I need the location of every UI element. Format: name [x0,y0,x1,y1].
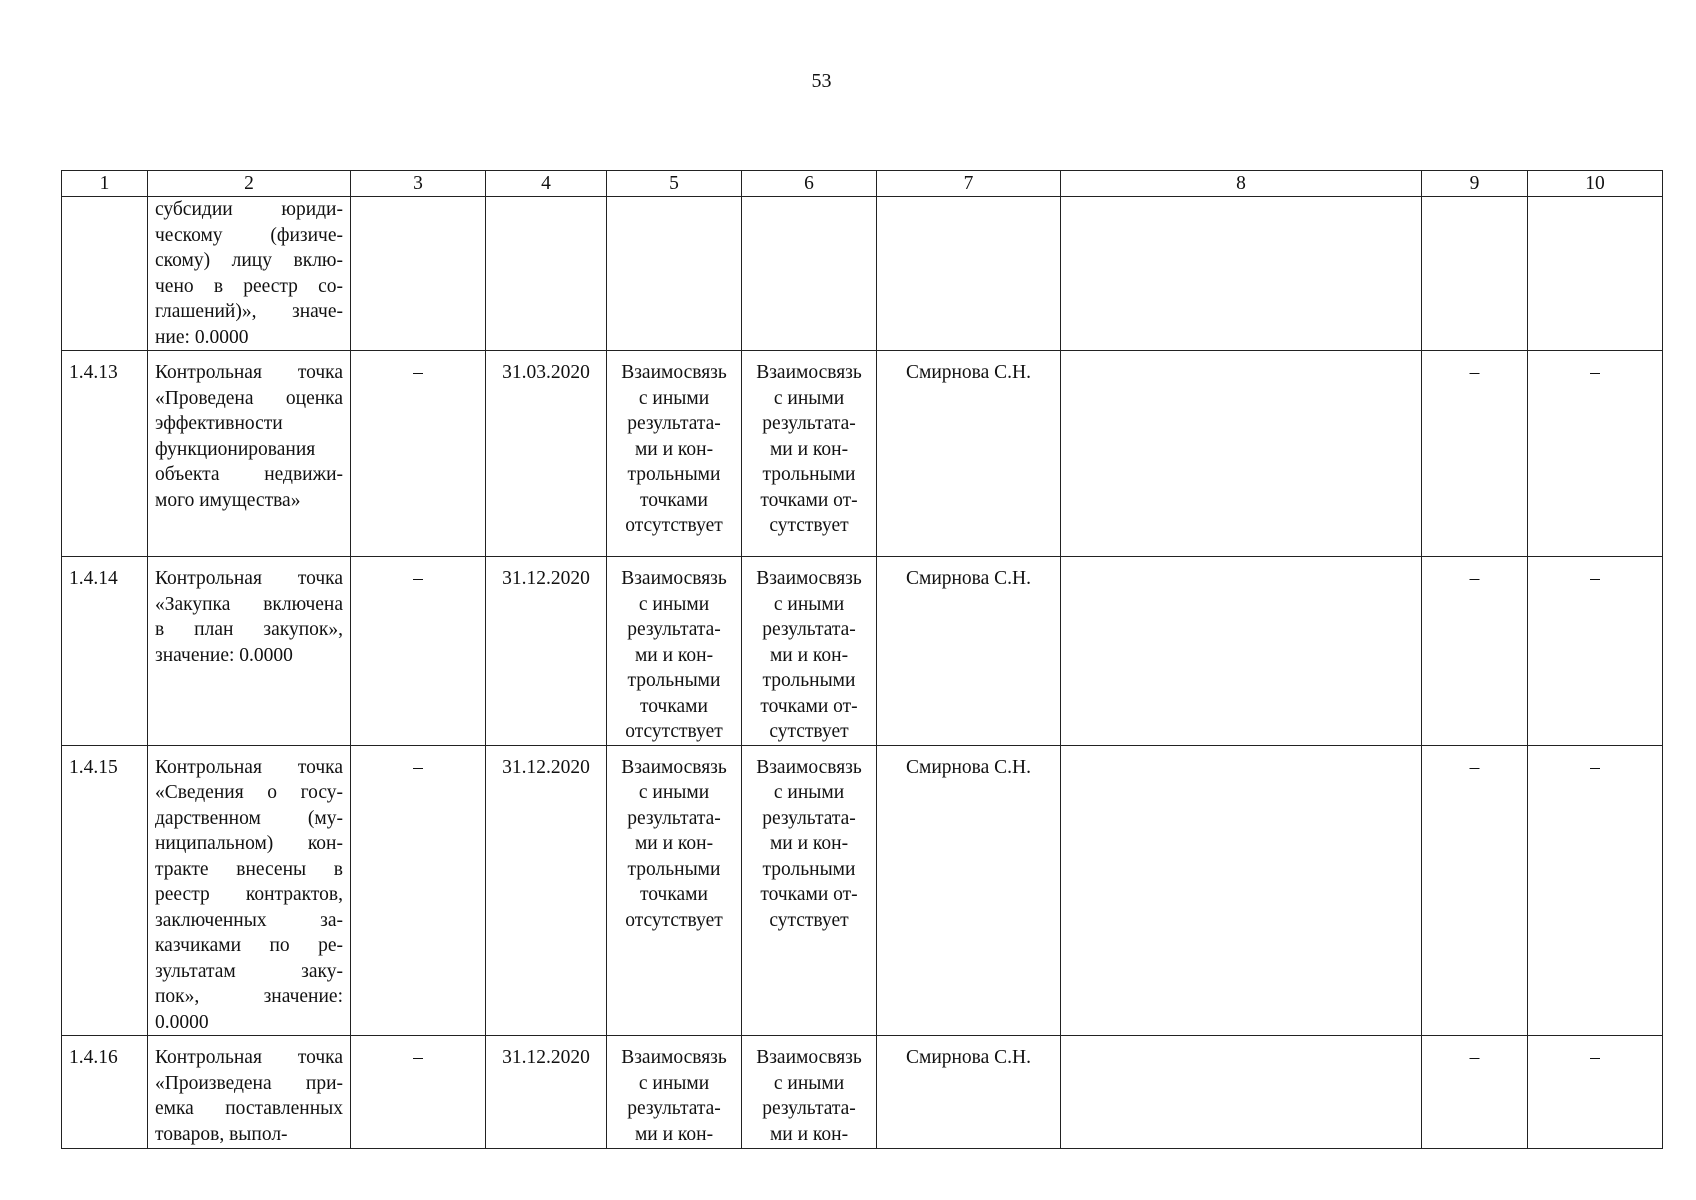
col9-cell: – [1422,351,1528,557]
relation-line: Взаимосвязь [756,1047,862,1068]
table-row [62,351,1663,557]
row-number-cell [62,197,148,351]
col9-cell: – [1422,745,1528,1036]
row-number-cell: 1.4.14 [62,557,148,746]
relation-points-cell [742,557,877,746]
row-number-cell: 1.4.15 [62,745,148,1036]
relation-line: трольными [627,464,721,485]
relation-line: отсутствует [625,909,723,931]
description-cell [148,745,351,1036]
col10-cell: – [1528,351,1663,557]
description-line: глашений)», значе- [155,301,343,322]
relation-results-cell [607,557,742,746]
relation-line: трольными [627,858,721,880]
description-line: казчиками по ре- [155,935,343,956]
col-header-8: 8 [1061,171,1422,197]
relation-line: отсутствует [625,721,723,742]
description-line: «Произведена при- [155,1072,343,1094]
description-line: «Сведения о госу- [155,782,343,803]
description-line: эффективности [155,413,283,434]
responsible-cell: Смирнова С.Н. [877,557,1061,746]
col-header-5: 5 [607,171,742,197]
relation-results-cell [607,351,742,557]
relation-line: с иными [773,593,845,615]
plan-table [61,170,1663,1149]
relation-line: результата- [627,619,721,640]
description-line: заключенных за- [155,909,343,931]
col-header-3: 3 [351,171,486,197]
relation-line: результата- [627,1098,721,1119]
description-cell [148,1036,351,1149]
relation-line: ми и кон- [769,438,849,460]
responsible-cell: Смирнова С.Н. [877,1036,1061,1149]
relation-line: результата- [762,807,856,829]
description-line: скому) лицу вклю- [155,250,343,271]
relation-line: Взаимосвязь [621,756,727,778]
relation-line: с иными [773,782,845,803]
col-header-7: 7 [877,171,1061,197]
description-line: дарственном (му- [155,807,343,829]
relation-results-cell [607,197,742,351]
relation-line: результата- [627,413,721,434]
relation-line: Взаимосвязь [756,756,862,778]
date-cell: 31.03.2020 [486,351,607,557]
table-row [62,557,1663,746]
col3-cell: – [351,745,486,1036]
description-line: Контрольная точка [155,568,343,589]
description-line: тракте внесены в [155,858,343,880]
page-number: 53 [811,70,832,92]
description-line: функционирования [155,438,316,460]
relation-line: отсутствует [625,515,723,536]
description-line: товаров, выпол- [155,1123,288,1145]
description-line: реестр контрактов, [155,884,343,905]
description-line: Контрольная точка [155,1047,343,1068]
description-line: Контрольная точка [155,362,343,383]
relation-line: трольными [762,464,856,485]
date-cell: 31.12.2020 [486,1036,607,1149]
col-header-6: 6 [742,171,877,197]
description-line: «Проведена оценка [155,387,343,409]
relation-line: трольными [762,670,856,691]
col8-cell [1061,351,1422,557]
description-line: зультатам заку- [155,960,343,982]
description-line: ние: 0.0000 [155,326,249,348]
relation-line: ми и кон- [769,833,849,854]
relation-line: Взаимосвязь [756,362,862,383]
row-number-cell: 1.4.16 [62,1036,148,1149]
relation-line: результата- [762,619,856,640]
description-line: субсидии юриди- [155,199,343,220]
table-row [62,745,1663,1036]
description-line: объекта недвижи- [155,464,343,485]
relation-line: ми и кон- [634,1123,714,1145]
relation-line: сутствует [769,515,849,536]
description-line: чено в реестр со- [155,275,343,297]
col-header-4: 4 [486,171,607,197]
relation-points-cell [742,745,877,1036]
col8-cell [1061,557,1422,746]
relation-line: с иными [638,1072,710,1094]
relation-line: ми и кон- [634,833,714,854]
col9-cell [1422,197,1528,351]
relation-line: ми и кон- [769,1123,849,1145]
relation-points-cell [742,197,877,351]
relation-line: точками от- [760,884,858,905]
col8-cell [1061,1036,1422,1149]
col3-cell [351,197,486,351]
relation-line: Взаимосвязь [621,362,727,383]
description-line: ческому (физиче- [155,224,343,246]
description-line: 0.0000 [155,1011,209,1033]
date-cell: 31.12.2020 [486,745,607,1036]
relation-line: Взаимосвязь [621,568,727,589]
col3-cell: – [351,557,486,746]
responsible-cell: Смирнова С.Н. [877,745,1061,1036]
col-header-2: 2 [148,171,351,197]
relation-line: ми и кон- [634,438,714,460]
header-row [62,171,1663,197]
relation-points-cell [742,351,877,557]
relation-line: трольными [627,670,721,691]
relation-line: результата- [762,413,856,434]
relation-line: Взаимосвязь [756,568,862,589]
col-header-9: 9 [1422,171,1528,197]
relation-line: сутствует [769,909,849,931]
relation-line: сутствует [769,721,849,742]
relation-line: Взаимосвязь [621,1047,727,1068]
relation-line: ми и кон- [634,644,714,666]
description-cell [148,351,351,557]
relation-line: с иными [638,593,710,615]
table-row [62,197,1663,351]
relation-line: точками [640,489,708,511]
relation-line: результата- [627,807,721,829]
relation-line: результата- [762,1098,856,1119]
description-line: Контрольная точка [155,756,343,778]
relation-line: ми и кон- [769,644,849,666]
col10-cell: – [1528,1036,1663,1149]
relation-line: точками [640,884,708,905]
responsible-cell: Смирнова С.Н. [877,351,1061,557]
description-line: пок», значение: [155,986,343,1007]
description-line: емка поставленных [155,1098,343,1119]
relation-line: с иными [773,387,845,409]
description-line: ниципальном) кон- [155,833,343,854]
description-line: «Закупка включена [155,593,343,615]
relation-line: точками [640,695,708,717]
relation-line: точками от- [760,695,858,717]
col8-cell [1061,745,1422,1036]
col10-cell: – [1528,745,1663,1036]
table-row [62,1036,1663,1149]
col3-cell: – [351,351,486,557]
relation-points-cell [742,1036,877,1149]
description-line: значение: 0.0000 [155,644,293,666]
row-number-cell: 1.4.13 [62,351,148,557]
relation-line: точками от- [760,489,858,511]
relation-line: трольными [762,858,856,880]
description-cell [148,197,351,351]
col10-cell: – [1528,557,1663,746]
col3-cell: – [351,1036,486,1149]
relation-line: с иными [638,387,710,409]
col9-cell: – [1422,557,1528,746]
responsible-cell [877,197,1061,351]
date-cell [486,197,607,351]
col10-cell [1528,197,1663,351]
col-header-1: 1 [62,171,148,197]
col9-cell: – [1422,1036,1528,1149]
relation-line: с иными [638,782,710,803]
relation-line: с иными [773,1072,845,1094]
description-line: мого имущества» [155,489,301,511]
col8-cell [1061,197,1422,351]
col-header-10: 10 [1528,171,1663,197]
relation-results-cell [607,1036,742,1149]
description-line: в план закупок», [155,619,343,640]
relation-results-cell [607,745,742,1036]
description-cell [148,557,351,746]
date-cell: 31.12.2020 [486,557,607,746]
